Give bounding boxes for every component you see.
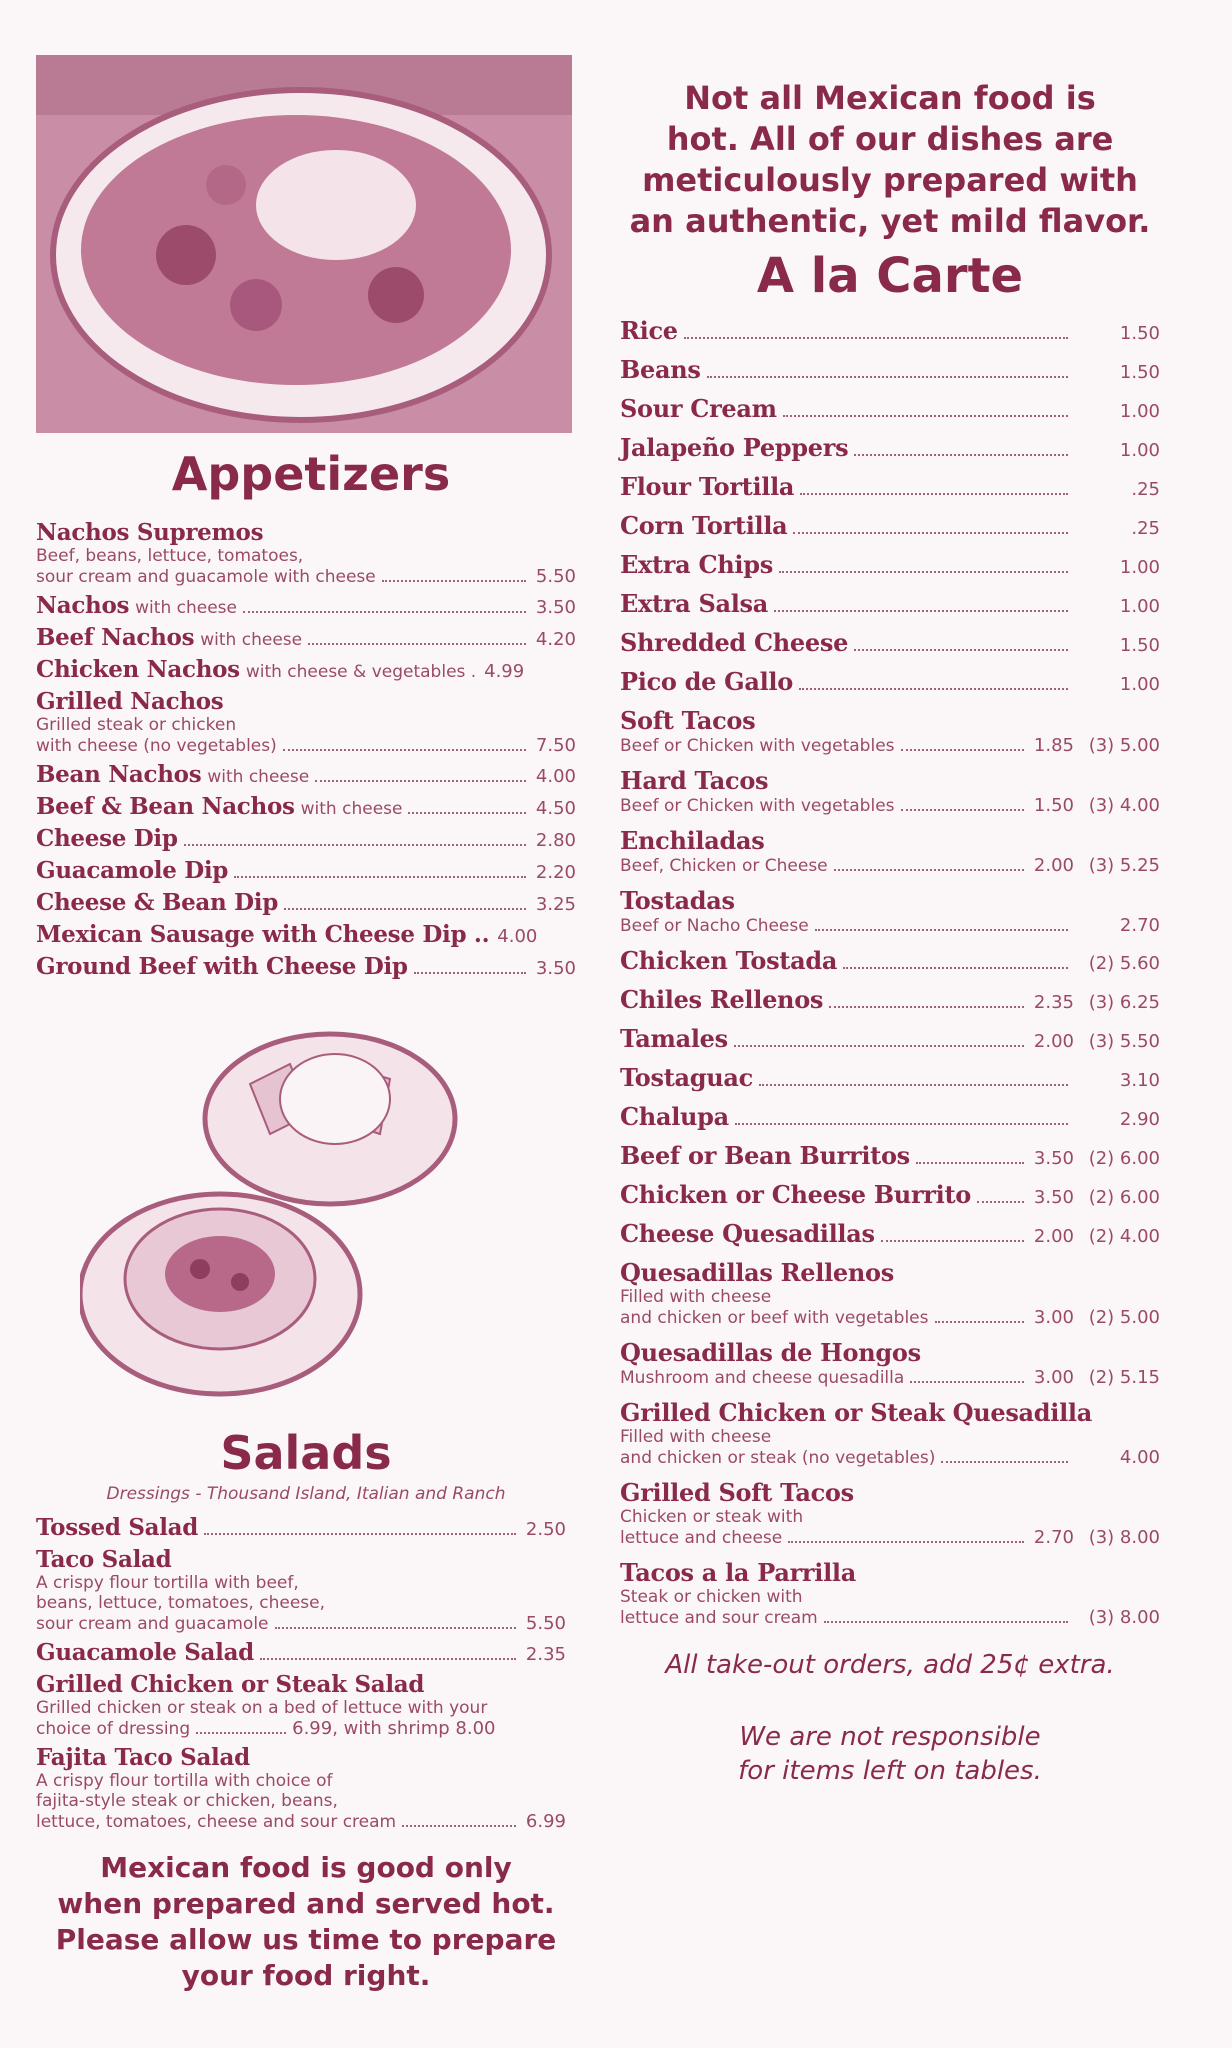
item-name: Corn Tortilla — [620, 511, 788, 540]
price-row — [620, 1180, 1160, 1209]
intro-line: Not all Mexican food is — [684, 79, 1096, 117]
leader-dots — [283, 749, 526, 751]
leader-dots — [234, 876, 526, 878]
item-description: Mushroom and cheese quesadilla — [620, 1368, 905, 1388]
item-description: Beef or Chicken with vegetables — [620, 796, 895, 816]
item-description: Grilled steak or chicken — [36, 715, 237, 735]
item-description: lettuce, tomatoes, cheese and sour cream — [36, 1812, 397, 1832]
item-price: 1.50 — [1033, 795, 1074, 816]
leader-dots — [402, 1825, 516, 1827]
item-price-multi: .25 — [1131, 518, 1160, 539]
item-description: Steak or chicken with — [620, 1587, 803, 1607]
price-row — [620, 1607, 1160, 1628]
item-description: sour cream and guacamole — [36, 1614, 269, 1634]
item-price-multi: (3) 6.25 — [1088, 992, 1160, 1013]
price-row — [620, 795, 1160, 816]
item-price: 2.80 — [535, 830, 576, 851]
item-name: Guacamole Dip — [36, 857, 229, 884]
leader-dots — [315, 780, 526, 782]
note-line: for items left on tables. — [738, 1756, 1042, 1786]
leader-dots — [829, 1006, 1024, 1008]
menu-item — [36, 1514, 566, 1541]
menu-item — [36, 793, 576, 820]
item-price: 4.00 — [535, 766, 576, 787]
price-row — [620, 433, 1160, 462]
name-row — [620, 1558, 1160, 1587]
menu-item — [36, 656, 576, 683]
item-price-multi: 1.00 — [1119, 440, 1160, 461]
nachos-photo — [36, 55, 572, 433]
item-price-multi: 1.00 — [1119, 674, 1160, 695]
menu-item — [620, 511, 1160, 540]
menu-item — [620, 316, 1160, 345]
menu-item — [620, 1024, 1160, 1053]
menu-item — [620, 766, 1160, 816]
item-name: Quesadillas de Hongos — [620, 1338, 921, 1367]
item-name: Cheese Dip — [36, 825, 178, 852]
item-price-multi: 1.00 — [1119, 596, 1160, 617]
leader-dots — [684, 337, 1068, 339]
leader-dots — [184, 844, 526, 846]
item-name: Grilled Chicken or Steak Salad — [36, 1671, 425, 1698]
a-la-carte-title: A la Carte — [756, 248, 1024, 304]
hot-food-notice — [36, 1850, 576, 1994]
leader-dots — [260, 1658, 516, 1660]
menu-item — [620, 355, 1160, 384]
leader-dots — [901, 749, 1024, 751]
item-price-multi: 4.00 — [1119, 1447, 1160, 1468]
item-name: Tamales — [620, 1024, 728, 1053]
chips-and-salad-illustration — [80, 1024, 500, 1404]
leader-dots — [843, 967, 1068, 969]
leader-dots — [799, 688, 1068, 690]
item-price: 3.00 — [1033, 1367, 1074, 1388]
item-name: Cheese Quesadillas — [620, 1219, 875, 1248]
notice-line: your food right. — [181, 1959, 431, 1992]
salads-list — [36, 1514, 576, 1832]
item-price: 2.35 — [525, 1644, 566, 1665]
left-column — [36, 55, 576, 1994]
item-name: Extra Salsa — [620, 589, 769, 618]
item-price-multi: (3) 8.00 — [1088, 1607, 1160, 1628]
item-price-multi: 1.50 — [1119, 635, 1160, 656]
price-row — [620, 1447, 1160, 1468]
price-row — [620, 1367, 1160, 1388]
item-description: A crispy flour tortilla with choice of — [36, 1771, 333, 1791]
item-description: lettuce and sour cream — [620, 1608, 818, 1628]
intro-line: an authentic, yet mild flavor. — [629, 202, 1151, 240]
leader-dots — [788, 1541, 1024, 1543]
item-price: 3.50 — [1033, 1187, 1074, 1208]
item-name: Taco Salad — [36, 1546, 172, 1573]
item-price-multi: (3) 8.00 — [1088, 1527, 1160, 1548]
leader-dots — [774, 610, 1068, 612]
item-price: 3.50 — [535, 958, 576, 979]
item-description: Beef, beans, lettuce, tomatoes, — [36, 546, 304, 566]
leader-dots — [824, 1621, 1068, 1623]
appetizers-title: Appetizers — [171, 447, 451, 501]
menu-item — [36, 889, 576, 916]
menu-item — [36, 1639, 566, 1666]
leader-dots — [204, 1533, 516, 1535]
item-price: 3.00 — [1033, 1307, 1074, 1328]
item-price: 7.50 — [535, 735, 576, 756]
leader-dots — [854, 649, 1068, 651]
leader-dots — [935, 1321, 1025, 1323]
item-description: Beef or Nacho Cheese — [620, 916, 809, 936]
item-name: Extra Chips — [620, 550, 773, 579]
item-price-multi: 1.50 — [1119, 323, 1160, 344]
leader-dots — [414, 972, 526, 974]
item-name: Mexican Sausage with Cheese Dip .. — [36, 921, 490, 948]
name-row — [620, 1258, 1160, 1287]
menu-item — [620, 706, 1160, 756]
price-row — [620, 915, 1160, 936]
item-price-multi: (3) 4.00 — [1088, 795, 1160, 816]
price-row — [620, 1527, 1160, 1548]
item-description: A crispy flour tortilla with beef, — [36, 1573, 299, 1593]
price-row — [620, 855, 1160, 876]
price-row — [620, 1219, 1160, 1248]
item-description: Chicken or steak with — [620, 1507, 804, 1527]
item-price: 3.25 — [535, 894, 576, 915]
item-description: fajita-style steak or chicken, beans, — [36, 1791, 338, 1811]
leader-dots — [815, 929, 1068, 931]
item-price-multi: 1.00 — [1119, 401, 1160, 422]
menu-item — [36, 857, 576, 884]
item-name: Pico de Gallo — [620, 667, 793, 696]
price-row — [620, 1063, 1160, 1092]
menu-item — [620, 1219, 1160, 1248]
name-row — [620, 766, 1160, 795]
notice-line: Mexican food is good only — [100, 1851, 512, 1884]
salads-title: Salads — [220, 1426, 392, 1480]
leader-dots — [275, 1627, 516, 1629]
item-price: 2.20 — [535, 862, 576, 883]
item-description: sour cream and guacamole with cheese — [36, 567, 376, 587]
item-price-multi: 3.10 — [1119, 1070, 1160, 1091]
menu-item — [36, 761, 576, 788]
name-row — [620, 886, 1160, 915]
name-row — [620, 826, 1160, 855]
menu-item — [620, 1141, 1160, 1170]
item-price: 2.00 — [1033, 1226, 1074, 1247]
item-price: 3.50 — [535, 597, 576, 618]
menu-item — [620, 1180, 1160, 1209]
menu-item — [620, 985, 1160, 1014]
menu-item — [620, 1258, 1160, 1328]
price-row — [620, 667, 1160, 696]
leader-dots — [977, 1201, 1024, 1203]
item-name: Chiles Rellenos — [620, 985, 824, 1014]
menu-item — [620, 394, 1160, 423]
item-name: Chicken or Cheese Burrito — [620, 1180, 971, 1209]
item-name: Flour Tortilla — [620, 472, 795, 501]
not-responsible-note — [620, 1720, 1160, 1788]
menu-item — [36, 624, 576, 651]
menu-item — [36, 688, 576, 756]
notice-line: Please allow us time to prepare — [55, 1923, 557, 1956]
menu-item — [36, 519, 576, 587]
leader-dots — [734, 1045, 1024, 1047]
item-name: Jalapeño Peppers — [620, 433, 849, 462]
item-price: 4.20 — [535, 629, 576, 650]
dressings-note: Dressings - Thousand Island, Italian and Ranch — [106, 1484, 506, 1504]
item-price-multi: (2) 5.15 — [1088, 1367, 1160, 1388]
item-price: 3.50 — [1033, 1148, 1074, 1169]
menu-item — [620, 1398, 1160, 1468]
leader-dots — [941, 1461, 1068, 1463]
price-row — [620, 735, 1160, 756]
menu-item — [620, 946, 1160, 975]
item-price-multi: 2.70 — [1119, 915, 1160, 936]
price-row — [620, 946, 1160, 975]
leader-dots — [196, 1732, 286, 1734]
leader-dots — [910, 1381, 1024, 1383]
right-column — [620, 78, 1160, 1788]
leader-dots — [916, 1162, 1024, 1164]
item-description: and chicken or beef with vegetables — [620, 1308, 929, 1328]
item-name: Fajita Taco Salad — [36, 1744, 250, 1771]
intro-line: meticulously prepared with — [642, 161, 1138, 199]
item-price: 6.99 — [525, 1811, 566, 1832]
leader-dots — [783, 415, 1068, 417]
item-price-multi: (3) 5.00 — [1088, 735, 1160, 756]
leader-dots — [284, 908, 526, 910]
menu-item — [620, 1338, 1160, 1388]
price-row — [620, 472, 1160, 501]
name-row — [620, 1398, 1160, 1427]
item-price: 1.85 — [1033, 735, 1074, 756]
item-description: Grilled chicken or steak on a bed of lettuce with your — [36, 1698, 488, 1718]
item-price: 2.35 — [1033, 992, 1074, 1013]
note-line: We are not responsible — [739, 1722, 1041, 1752]
item-name: Nachos — [36, 592, 130, 619]
item-price-multi: (2) 6.00 — [1088, 1148, 1160, 1169]
item-price: 4.99 — [484, 661, 525, 682]
item-price-multi: 2.90 — [1119, 1109, 1160, 1130]
price-row — [620, 316, 1160, 345]
item-description: with cheese (no vegetables) — [36, 736, 277, 756]
item-name: Tostadas — [620, 886, 735, 915]
item-name: Beef & Bean Nachos — [36, 793, 295, 820]
intro-line: hot. All of our dishes are — [666, 120, 1114, 158]
item-price-multi: (2) 5.00 — [1088, 1307, 1160, 1328]
menu-item — [620, 826, 1160, 876]
item-name: Hard Tacos — [620, 766, 769, 795]
item-name: Shredded Cheese — [620, 628, 849, 657]
item-name: Bean Nachos — [36, 761, 202, 788]
menu-item — [620, 628, 1160, 657]
item-price-multi: 1.00 — [1119, 557, 1160, 578]
leader-dots — [854, 454, 1068, 456]
price-row — [620, 589, 1160, 618]
menu-item — [36, 1546, 566, 1634]
item-description: Filled with cheese — [620, 1427, 772, 1447]
item-name: Cheese & Bean Dip — [36, 889, 279, 916]
item-name: Soft Tacos — [620, 706, 756, 735]
item-note: with cheese — [207, 767, 310, 787]
item-price-multi: .25 — [1131, 479, 1160, 500]
leader-dots — [881, 1240, 1024, 1242]
leader-dots — [382, 580, 526, 582]
menu-item — [36, 921, 576, 948]
item-price: 4.00 — [497, 926, 538, 947]
menu-item — [620, 1063, 1160, 1092]
leader-dots — [793, 532, 1068, 534]
item-price: 2.50 — [525, 1519, 566, 1540]
item-price: 5.50 — [535, 566, 576, 587]
name-row — [620, 1478, 1160, 1507]
leader-dots — [243, 611, 526, 613]
item-name: Grilled Chicken or Steak Quesadilla — [620, 1398, 1092, 1427]
item-price-multi: (2) 5.60 — [1088, 953, 1160, 974]
name-row — [620, 706, 1160, 735]
item-name: Chalupa — [620, 1102, 729, 1131]
item-name: Beef or Bean Burritos — [620, 1141, 910, 1170]
item-name: Ground Beef with Cheese Dip — [36, 953, 408, 980]
item-note: with cheese & vegetables . — [245, 662, 477, 682]
leader-dots — [834, 869, 1024, 871]
menu-item — [36, 825, 576, 852]
price-row — [620, 394, 1160, 423]
leader-dots — [800, 493, 1068, 495]
takeout-note: All take-out orders, add 25¢ extra. — [665, 1650, 1115, 1680]
menu-item — [620, 1102, 1160, 1131]
item-price-multi: (3) 5.25 — [1088, 855, 1160, 876]
price-row — [620, 1102, 1160, 1131]
item-note: with cheese — [135, 598, 237, 618]
item-price: 2.70 — [1033, 1527, 1074, 1548]
item-description: Filled with cheese — [620, 1287, 772, 1307]
item-price: 6.99, with shrimp 8.00 — [292, 1718, 496, 1739]
item-name: Grilled Soft Tacos — [620, 1478, 854, 1507]
menu-item — [620, 886, 1160, 936]
leader-dots — [759, 1084, 1068, 1086]
menu-item — [620, 1478, 1160, 1548]
item-name: Quesadillas Rellenos — [620, 1258, 894, 1287]
item-name: Chicken Nachos — [36, 656, 240, 683]
item-name: Sour Cream — [620, 394, 777, 423]
item-name: Grilled Nachos — [36, 688, 224, 715]
item-name: Tossed Salad — [36, 1514, 199, 1541]
mild-flavor-intro — [620, 78, 1160, 242]
item-price-multi: (3) 5.50 — [1088, 1031, 1160, 1052]
item-price: 2.00 — [1033, 1031, 1074, 1052]
item-price: 2.00 — [1033, 855, 1074, 876]
notice-line: when prepared and served hot. — [57, 1887, 555, 1920]
leader-dots — [408, 812, 526, 814]
item-name: Beans — [620, 355, 701, 384]
menu-item — [620, 433, 1160, 462]
name-row — [620, 1338, 1160, 1367]
item-description: Beef, Chicken or Cheese — [620, 856, 828, 876]
price-row — [620, 1307, 1160, 1328]
menu-item — [36, 1744, 566, 1832]
item-price: 4.50 — [535, 798, 576, 819]
price-row — [620, 985, 1160, 1014]
item-name: Chicken Tostada — [620, 946, 838, 975]
menu-item — [36, 1671, 566, 1739]
price-row — [620, 1141, 1160, 1170]
price-row — [620, 1024, 1160, 1053]
item-price-multi: 1.50 — [1119, 362, 1160, 383]
price-row — [620, 355, 1160, 384]
item-description: beans, lettuce, tomatoes, cheese, — [36, 1593, 325, 1613]
price-row — [620, 628, 1160, 657]
appetizers-list — [36, 519, 576, 980]
item-name: Beef Nachos — [36, 624, 195, 651]
item-name: Guacamole Salad — [36, 1639, 254, 1666]
menu-item — [620, 472, 1160, 501]
item-name: Nachos Supremos — [36, 519, 264, 546]
item-price: 5.50 — [525, 1613, 566, 1634]
leader-dots — [735, 1123, 1068, 1125]
item-name: Tacos a la Parrilla — [620, 1558, 856, 1587]
item-name: Tostaguac — [620, 1063, 753, 1092]
item-note: with cheese — [300, 799, 403, 819]
item-price-multi: (2) 6.00 — [1088, 1187, 1160, 1208]
menu-item — [620, 1558, 1160, 1628]
item-price-multi: (2) 4.00 — [1088, 1226, 1160, 1247]
price-row — [620, 511, 1160, 540]
item-description: choice of dressing — [36, 1719, 191, 1739]
menu-item — [620, 667, 1160, 696]
item-note: with cheese — [200, 630, 303, 650]
menu-item — [620, 589, 1160, 618]
a-la-carte-list — [620, 316, 1160, 1628]
item-name: Rice — [620, 316, 678, 345]
leader-dots — [901, 809, 1024, 811]
item-name: Enchiladas — [620, 826, 765, 855]
menu-item — [36, 953, 576, 980]
leader-dots — [707, 376, 1068, 378]
price-row — [620, 550, 1160, 579]
menu-item — [620, 550, 1160, 579]
item-description: lettuce and cheese — [620, 1528, 783, 1548]
menu-item — [36, 592, 576, 619]
leader-dots — [308, 643, 526, 645]
item-description: Beef or Chicken with vegetables — [620, 736, 895, 756]
leader-dots — [779, 571, 1068, 573]
item-description: and chicken or steak (no vegetables) — [620, 1448, 936, 1468]
